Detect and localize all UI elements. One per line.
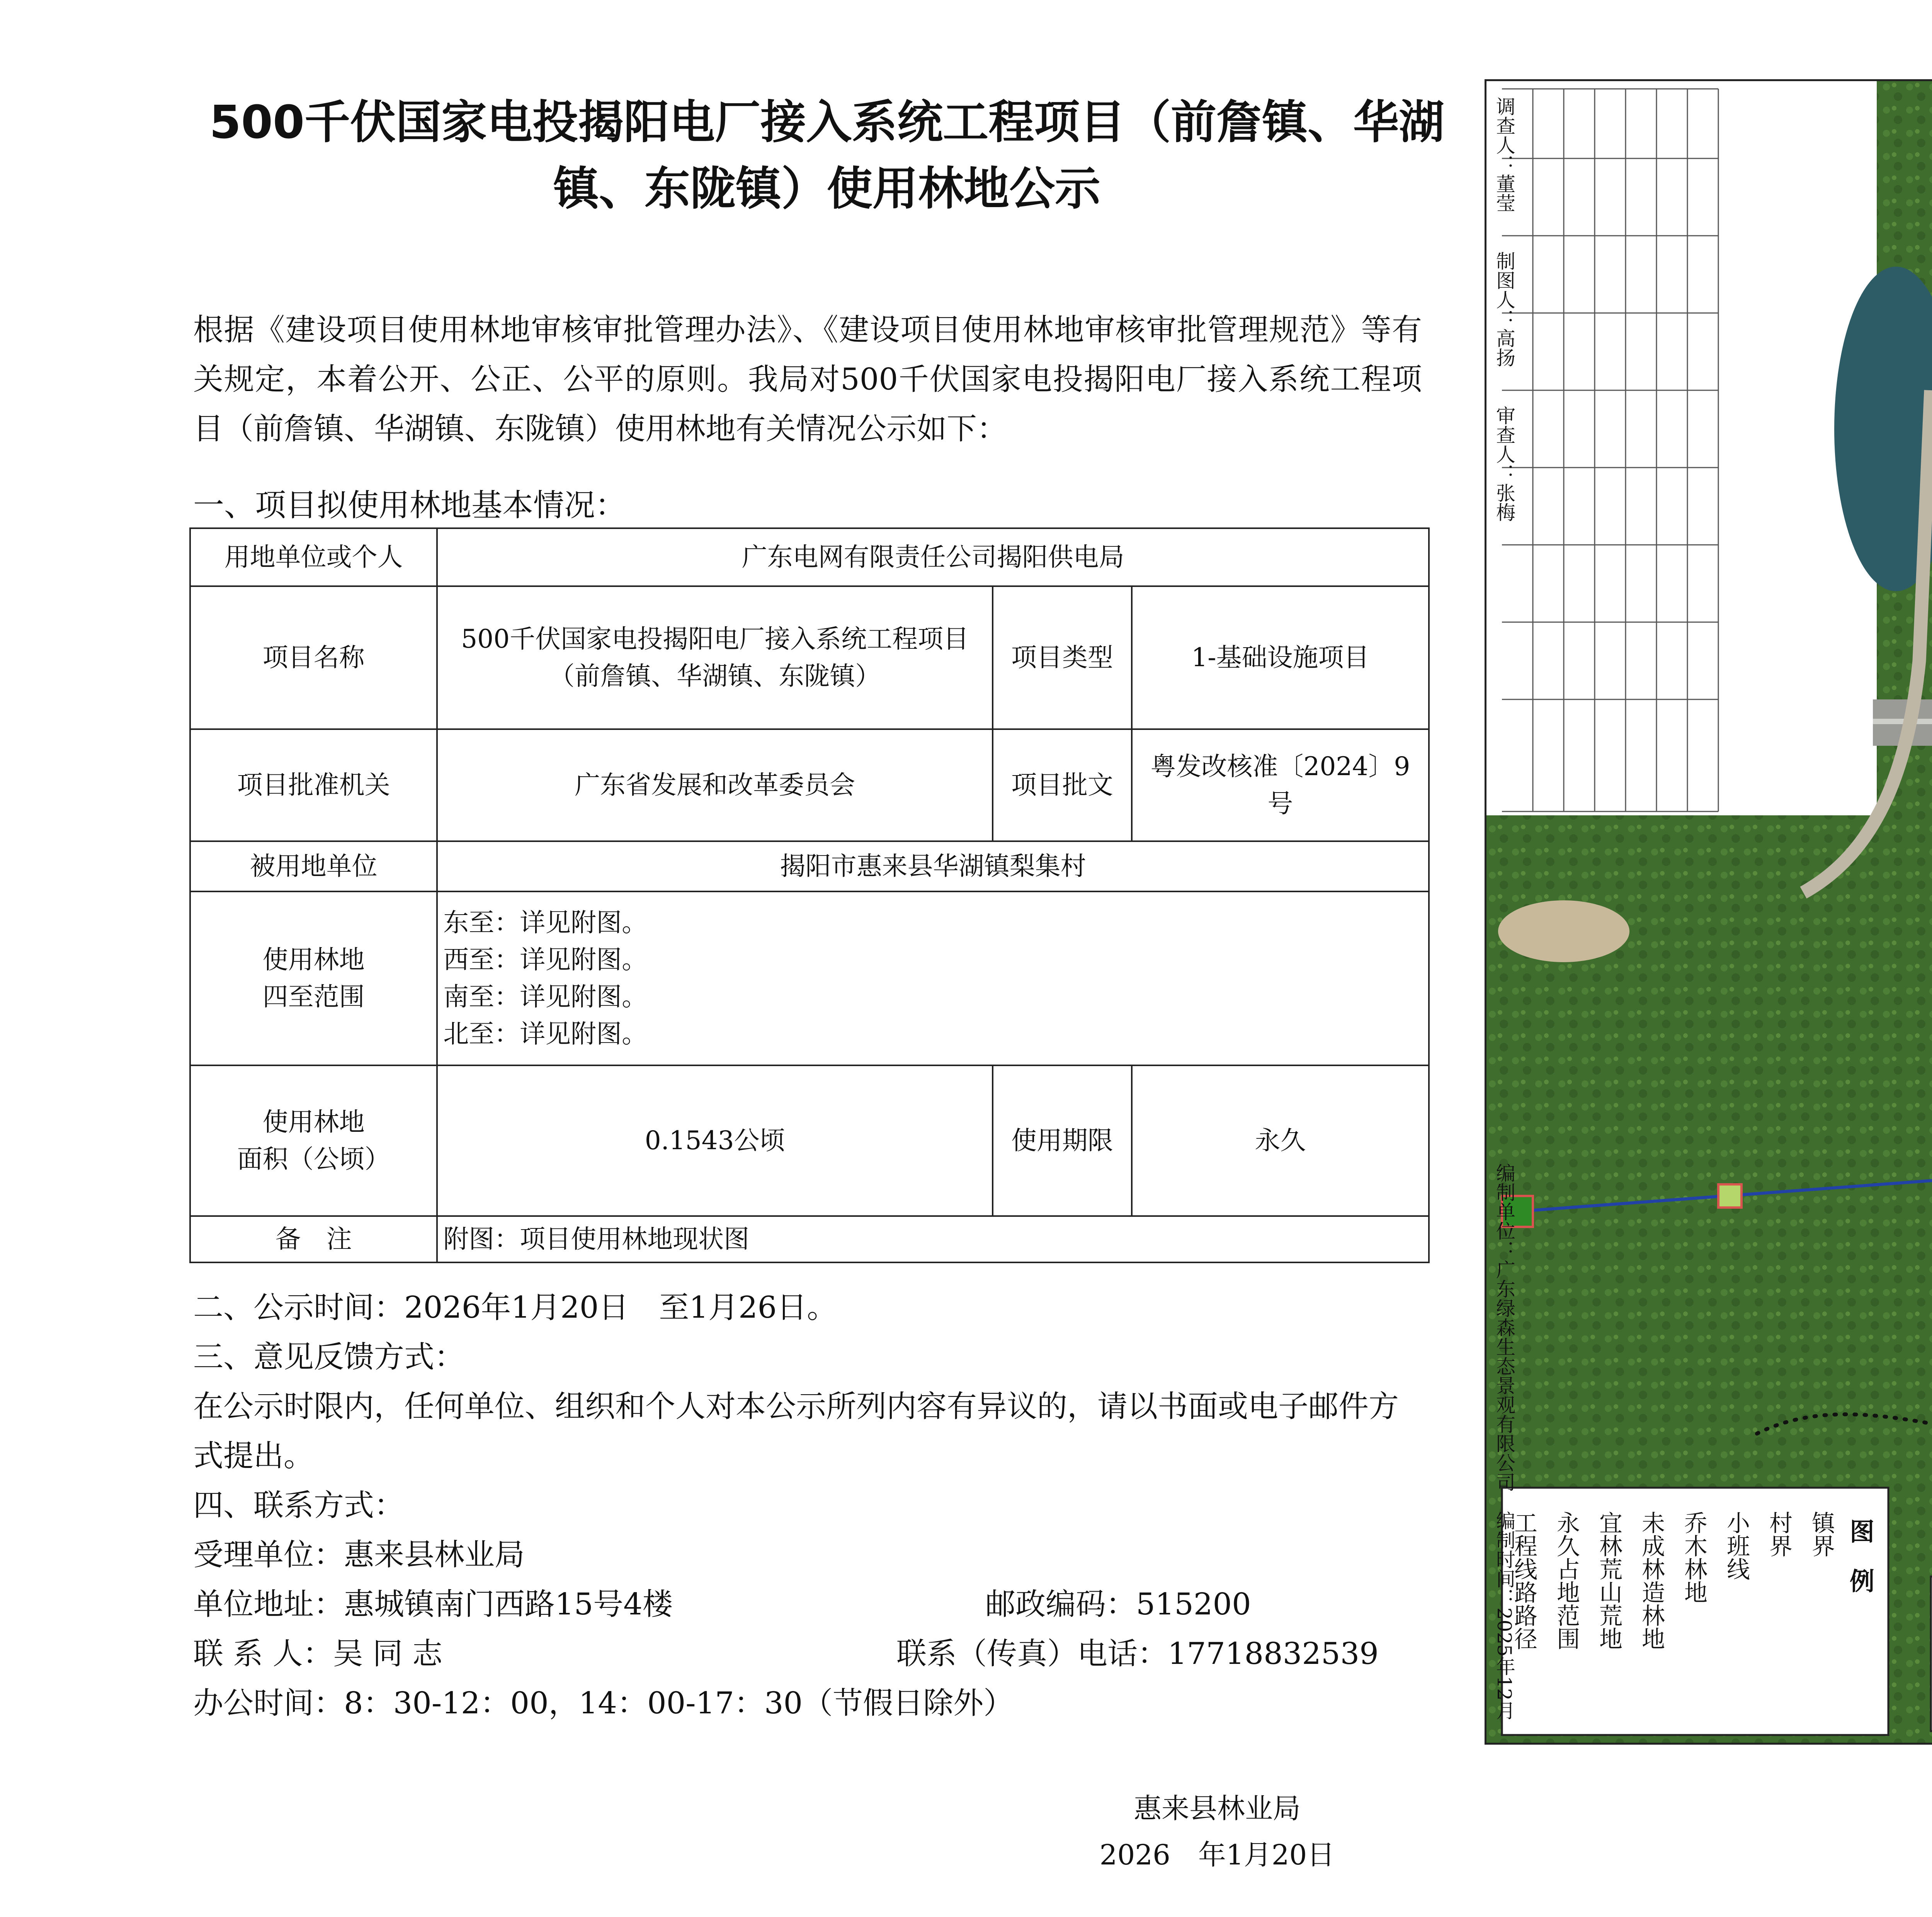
section2-heading: 二、公示时间：2026年1月20日 至1月26日。	[193, 1290, 837, 1325]
legend-item: 村界	[1765, 1511, 1793, 1557]
tower-site-2	[1718, 1184, 1742, 1208]
forest-land-map	[1485, 79, 1932, 1745]
bound-east: 东至：详见附图。	[443, 908, 648, 937]
approval-org-value: 广东省发展和改革委员会	[437, 729, 993, 841]
bounds-label-line1: 使用林地	[262, 945, 365, 975]
bound-west: 西至：详见附图。	[443, 945, 648, 975]
legend-item: 镇界	[1808, 1511, 1835, 1557]
area-label-line2: 面积（公顷）	[237, 1144, 390, 1174]
phone: 联系（传真）电话：17718832539	[896, 1636, 1379, 1671]
contact-person: 联 系 人：吴 同 志	[193, 1636, 443, 1671]
legend-items	[1510, 1511, 1838, 1727]
signature-block	[1043, 1785, 1391, 1878]
area-value: 0.1543公顷	[437, 1065, 993, 1216]
approval-org-label: 项目批准机关	[190, 729, 437, 841]
contact-row	[193, 1629, 1422, 1679]
project-name-value: 500千伏国家电投揭阳电厂接入系统工程项目（前詹镇、华湖镇、东陇镇）	[437, 586, 993, 729]
legend-item: 永久占地范围	[1553, 1511, 1580, 1650]
area-label	[190, 1065, 437, 1216]
info-table	[189, 527, 1430, 1263]
bound-south: 南至：详见附图。	[443, 982, 648, 1012]
used-unit-label: 被用地单位	[190, 841, 437, 891]
address-row	[193, 1580, 1422, 1629]
map-staff: 调查人：董莹 制图人：高扬 审查人：张梅	[1493, 97, 1515, 522]
land-user-value: 广东电网有限责任公司揭阳供电局	[437, 528, 1429, 586]
signature-date: 2026 年1月20日	[1099, 1839, 1335, 1871]
project-type-value: 1-基础设施项目	[1132, 586, 1429, 729]
section3-heading: 三、意见反馈方式：	[193, 1340, 465, 1374]
notice-sections	[193, 1283, 1422, 1728]
legend-item: 宜林荒山荒地	[1595, 1511, 1622, 1650]
bounds-label-line2: 四至范围	[262, 982, 365, 1012]
area-label-line1: 使用林地	[262, 1107, 365, 1137]
land-user-label: 用地单位或个人	[190, 528, 437, 586]
used-unit-value: 揭阳市惠来县华湖镇梨集村	[437, 841, 1429, 891]
approval-doc-value: 粤发改核准〔2024〕9号	[1132, 729, 1429, 841]
project-type-label: 项目类型	[993, 586, 1132, 729]
bound-north: 北至：详见附图。	[443, 1019, 648, 1049]
feedback-text: 在公示时限内，任何单位、组织和个人对本公示所列内容有异议的，请以书面或电子邮件方式提出。	[193, 1389, 1399, 1473]
contact-unit: 受理单位：惠来县林业局	[193, 1538, 525, 1572]
map-date: 编制时间：2025年12月	[1493, 1511, 1515, 1720]
attribute-table-strip	[1486, 81, 1877, 815]
period-value: 永久	[1132, 1065, 1429, 1216]
remark-label: 备 注	[190, 1216, 437, 1262]
legend-title: 图 例	[1845, 1519, 1874, 1593]
map-imagery	[1486, 81, 1932, 1745]
postcode: 邮政编码：515200	[985, 1587, 1251, 1622]
intro-paragraph	[193, 305, 1422, 530]
bounds-label	[190, 891, 437, 1065]
page-title: 500千伏国家电投揭阳电厂接入系统工程项目（前詹镇、华湖镇、东陇镇）使用林地公示	[209, 95, 1445, 215]
legend-item: 未成林造林地	[1638, 1511, 1665, 1650]
approval-doc-label: 项目批文	[993, 729, 1132, 841]
intro-text: 根据《建设项目使用林地审核审批管理办法》、《建设项目使用林地审核审批管理规范》等有关规定，本着公开、公正、公平的原则。我局对500千伏国家电投揭阳电厂接入系统工程项目（前詹镇、华湖镇、东陇镇）使用林地有关情况公示如下：	[193, 313, 1422, 446]
legend-item: 工程线路路径	[1510, 1511, 1537, 1650]
signature-org: 惠来县林业局	[1133, 1792, 1301, 1825]
project-name-label: 项目名称	[190, 586, 437, 729]
bounds-value	[437, 891, 1429, 1065]
remark-value: 附图：项目使用林地现状图	[437, 1216, 1429, 1262]
legend-item: 乔木林地	[1680, 1511, 1708, 1604]
section1-heading: 一、项目拟使用林地基本情况：	[193, 487, 626, 523]
period-label: 使用期限	[993, 1065, 1132, 1216]
address: 单位地址：惠城镇南门西路15号4楼	[193, 1587, 673, 1622]
office-hours: 办公时间：8：30-12：00，14：00-17：30（节假日除外）	[193, 1686, 1014, 1721]
map-producer: 编制单位：广东绿森生态景观有限公司	[1493, 1163, 1515, 1492]
legend-item: 小班线	[1723, 1511, 1750, 1580]
section4-heading: 四、联系方式：	[193, 1488, 405, 1523]
